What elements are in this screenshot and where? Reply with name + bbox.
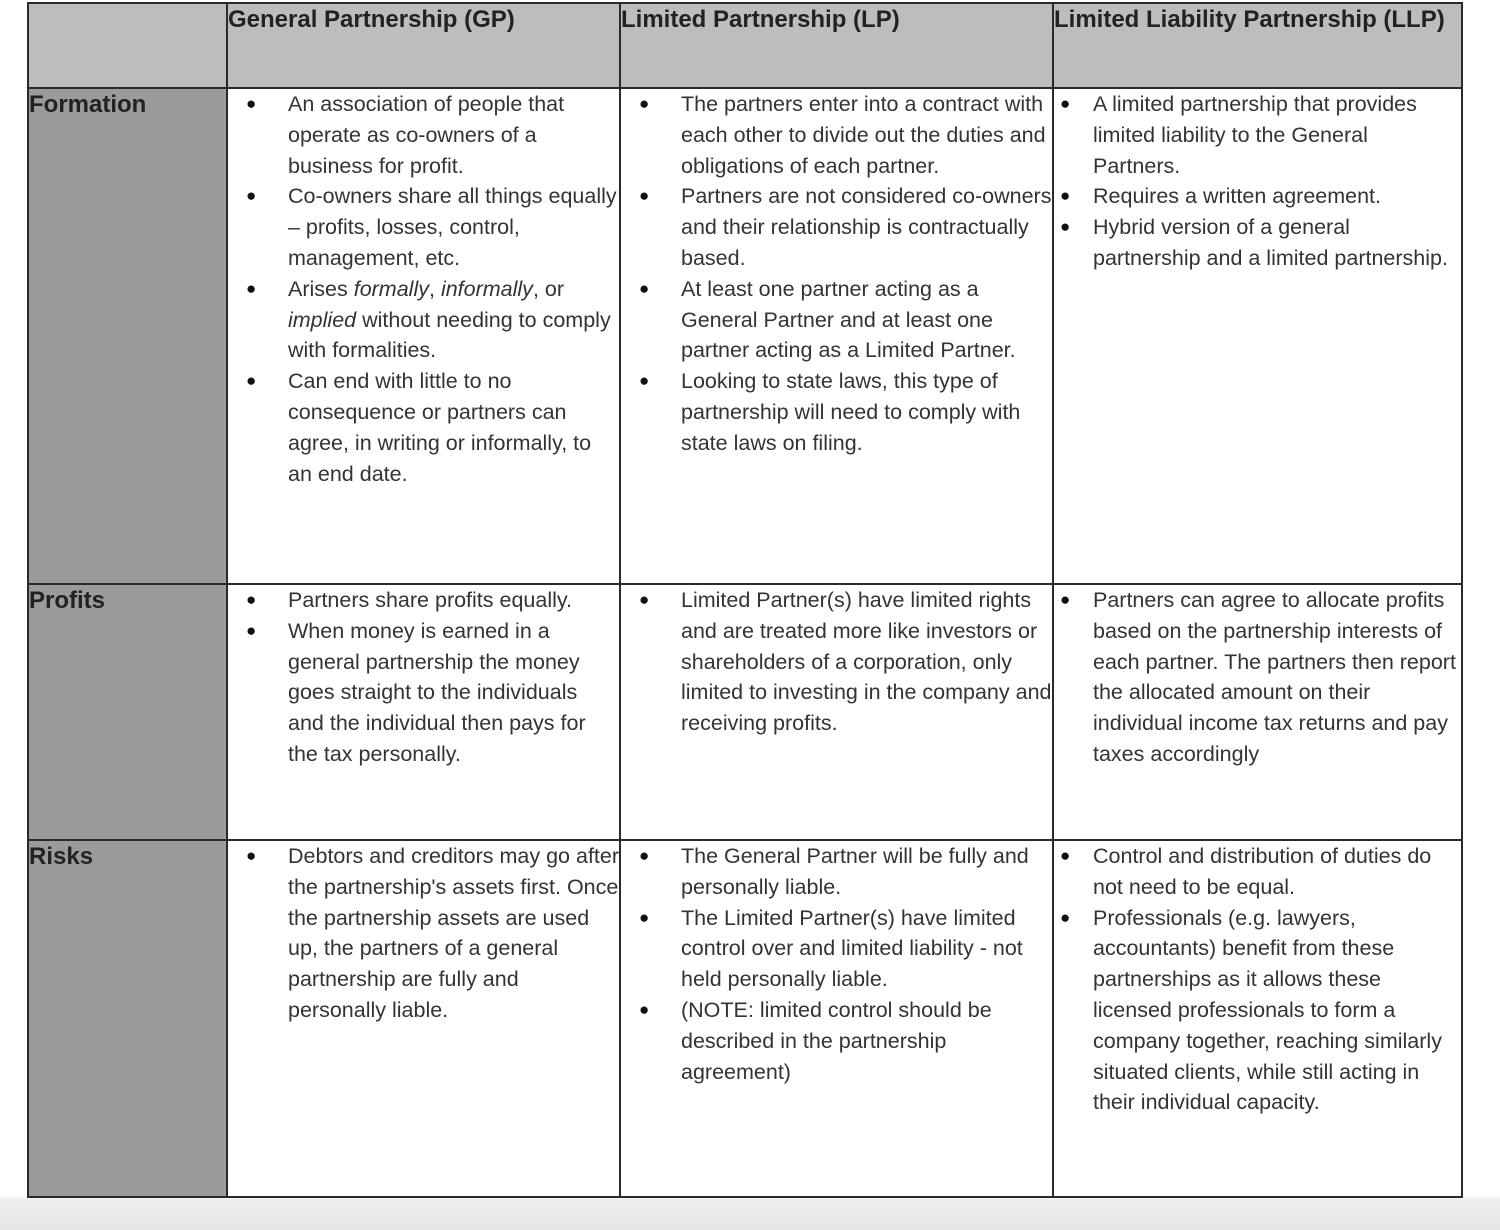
list-item xyxy=(1054,903,1461,1119)
cell-profits-llp xyxy=(1053,584,1462,840)
bullet-list xyxy=(228,89,619,489)
cell-formation-lp xyxy=(620,88,1053,584)
bullet-list xyxy=(228,841,619,1026)
cell-risks-lp xyxy=(620,840,1053,1197)
list-item-text: Limited Partner(s) have limited rights and are treated more like investors or shareholders of a corporation, only limited to investing in the company and receiving profits. xyxy=(681,588,1052,736)
row-header-profits: Profits xyxy=(28,584,227,840)
bullet-icon: ● xyxy=(639,907,650,927)
table-row-formation xyxy=(28,88,1462,584)
list-item-text: Control and distribution of duties do not need to be equal. xyxy=(1093,844,1432,899)
list-item xyxy=(228,841,619,1026)
list-item-text: Requires a written agreement. xyxy=(1093,184,1382,209)
list-item-text: At least one partner acting as a General Partner and at least one partner acting as a Limited Partner. xyxy=(681,276,1016,363)
list-item-text: The Limited Partner(s) have limited control over and limited liability - not held personally liable. xyxy=(681,905,1023,992)
bullet-icon: ● xyxy=(1060,94,1071,113)
list-item-text: Hybrid version of a general partnership and a limited partnership. xyxy=(1093,215,1448,270)
list-item-text: Looking to state laws, this type of partnership will need to comply with state laws on filing. xyxy=(681,369,1021,455)
bullet-list xyxy=(1054,841,1461,1118)
list-item xyxy=(621,181,1052,273)
list-item xyxy=(621,585,1052,739)
list-item xyxy=(621,841,1052,903)
partnership-comparison-table xyxy=(27,2,1463,1198)
list-item xyxy=(1054,585,1461,770)
list-item-text: An association of people that operate as co-owners of a business for profit. xyxy=(288,92,565,178)
bullet-icon: ● xyxy=(639,186,650,206)
list-item-text: Partners are not considered co-owners and their relationship is contractually based. xyxy=(681,184,1052,270)
list-item-text: When money is earned in a general partnership the money goes straight to the individuals and the individual then pays for the tax personally. xyxy=(288,618,586,766)
cell-formation-llp xyxy=(1053,88,1462,584)
column-header-lp: Limited Partnership (LP) xyxy=(620,3,1053,88)
list-item-text: Partners can agree to allocate profits based on the partnership interests of each partner. The partners then report the allocated amount on their individual income tax returns and pay taxes accordingly xyxy=(1093,588,1456,766)
column-header-gp: General Partnership (GP) xyxy=(227,3,620,88)
cell-risks-gp xyxy=(227,840,620,1197)
cell-risks-llp xyxy=(1053,840,1462,1197)
bullet-icon: ● xyxy=(639,278,650,298)
bullet-icon: ● xyxy=(246,846,257,865)
list-item-text: Arises formally, informally, or implied without needing to comply with formalities. xyxy=(288,276,611,363)
cell-profits-lp xyxy=(620,584,1053,840)
list-item-text: Co-owners share all things equally – profits, losses, control, management, etc. xyxy=(288,184,617,270)
cell-formation-gp xyxy=(227,88,620,584)
list-item-text: Partners share profits equally. xyxy=(288,588,573,612)
list-item-text: A limited partnership that provides limited liability to the General Partners. xyxy=(1093,92,1417,178)
bullet-icon: ● xyxy=(246,94,257,113)
bullet-icon: ● xyxy=(1060,590,1071,609)
bullet-icon: ● xyxy=(639,846,650,865)
list-item xyxy=(1054,181,1461,212)
list-item xyxy=(228,616,619,770)
row-header-formation: Formation xyxy=(28,88,227,584)
bullet-icon: ● xyxy=(1060,186,1071,206)
list-item-text: Can end with little to no consequence or partners can agree, in writing or informally, to an end date. xyxy=(288,369,592,486)
table-row-risks xyxy=(28,840,1462,1197)
list-item xyxy=(621,89,1052,181)
bullet-icon: ● xyxy=(1060,846,1071,865)
bullet-list xyxy=(228,585,619,770)
column-header-llp: Limited Liability Partnership (LLP) xyxy=(1053,3,1462,88)
list-item xyxy=(621,995,1052,1087)
header-row xyxy=(28,3,1462,88)
bullet-list xyxy=(621,841,1052,1087)
list-item xyxy=(228,89,619,181)
list-item-text: Professionals (e.g. lawyers, accountants) benefit from these partnerships as it allows these licensed professionals to form a company together, reaching similarly situated clients, while still acting in their individual capacity. xyxy=(1093,905,1442,1115)
bullet-icon: ● xyxy=(246,620,257,640)
list-item xyxy=(228,585,619,616)
cell-profits-gp xyxy=(227,584,620,840)
bullet-icon: ● xyxy=(639,371,650,391)
list-item xyxy=(621,274,1052,366)
bullet-icon: ● xyxy=(246,186,257,206)
list-item xyxy=(621,903,1052,995)
bullet-icon: ● xyxy=(246,278,257,298)
bullet-icon: ● xyxy=(639,590,650,609)
bullet-icon: ● xyxy=(246,371,257,391)
bullet-list xyxy=(621,89,1052,459)
list-item-text: (NOTE: limited control should be described in the partnership agreement) xyxy=(681,997,992,1084)
row-header-risks: Risks xyxy=(28,840,227,1197)
bullet-icon: ● xyxy=(1060,907,1071,927)
bullet-icon: ● xyxy=(639,999,650,1019)
table-row-profits xyxy=(28,584,1462,840)
list-item xyxy=(228,366,619,489)
list-item-text: Debtors and creditors may go after the partnership's assets first. Once the partnership assets are used up, the partners of a general partnership are fully and personally liable. xyxy=(288,844,620,1022)
list-item-text: The General Partner will be fully and personally liable. xyxy=(681,844,1029,899)
bullet-list xyxy=(1054,89,1461,274)
bullet-icon: ● xyxy=(246,590,257,609)
bullet-list xyxy=(1054,585,1461,770)
list-item-text: The partners enter into a contract with each other to divide out the duties and obligations of each partner. xyxy=(681,92,1046,178)
list-item xyxy=(228,274,619,366)
list-item xyxy=(1054,841,1461,903)
bullet-icon: ● xyxy=(639,94,650,113)
header-corner-cell xyxy=(28,3,227,88)
bullet-icon: ● xyxy=(1060,217,1071,237)
list-item xyxy=(1054,212,1461,274)
bullet-list xyxy=(621,585,1052,739)
list-item xyxy=(1054,89,1461,181)
list-item xyxy=(621,366,1052,458)
list-item xyxy=(228,181,619,273)
